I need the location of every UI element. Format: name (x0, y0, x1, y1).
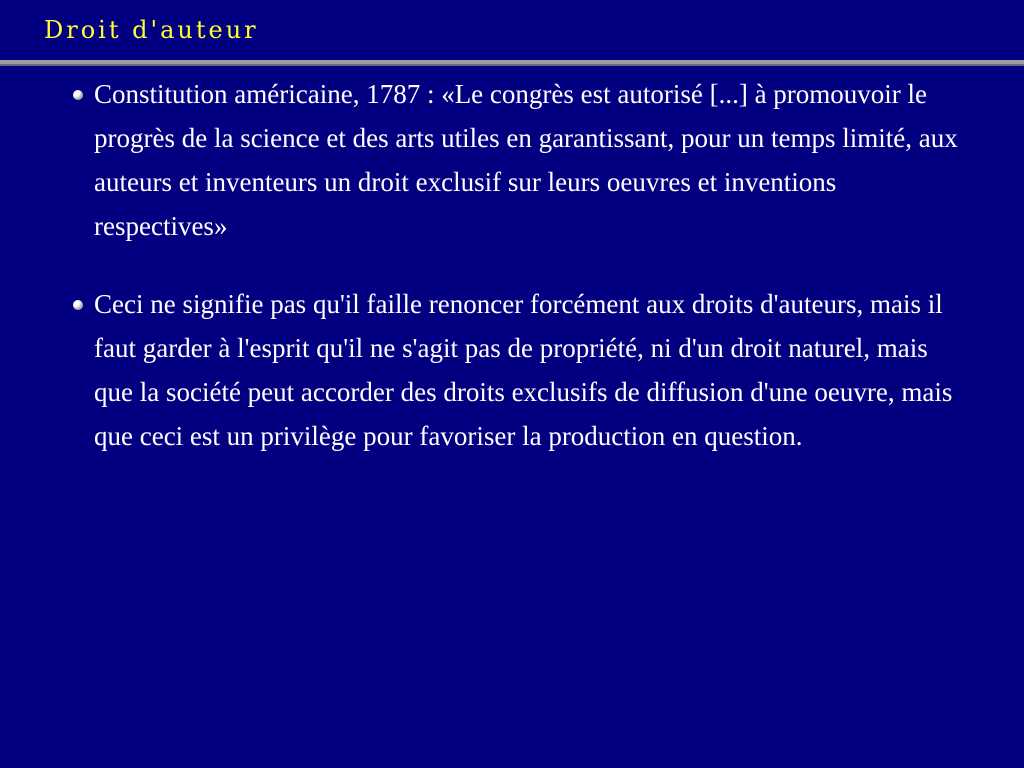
bullet-list (72, 72, 972, 492)
bullet-item-constitution (72, 72, 972, 248)
bullet-dot-icon (73, 300, 83, 310)
bullet-text: Ceci ne signifie pas qu'il faille renoncer forcément aux droits d'auteurs, mais il faut garder à l'esprit qu'il ne s'agit pas de propriété, ni d'un droit naturel, mais que la société peut accorder des droits exclusifs de diffusion d'une oeuvre, mais que ceci est un privilège pour favoriser la production en question. (94, 289, 953, 451)
slide-title: Droit d'auteur (44, 16, 259, 44)
title-divider (0, 60, 1024, 66)
bullet-item-privilege (72, 282, 972, 458)
bullet-text: Constitution américaine, 1787 : «Le congrès est autorisé [...] à promouvoir le progrès de la science et des arts utiles en garantissant, pour un temps limité, aux auteurs et inventeurs un droit exclusif sur leurs oeuvres et inventions respectives» (94, 79, 958, 241)
bullet-dot-icon (73, 90, 83, 100)
